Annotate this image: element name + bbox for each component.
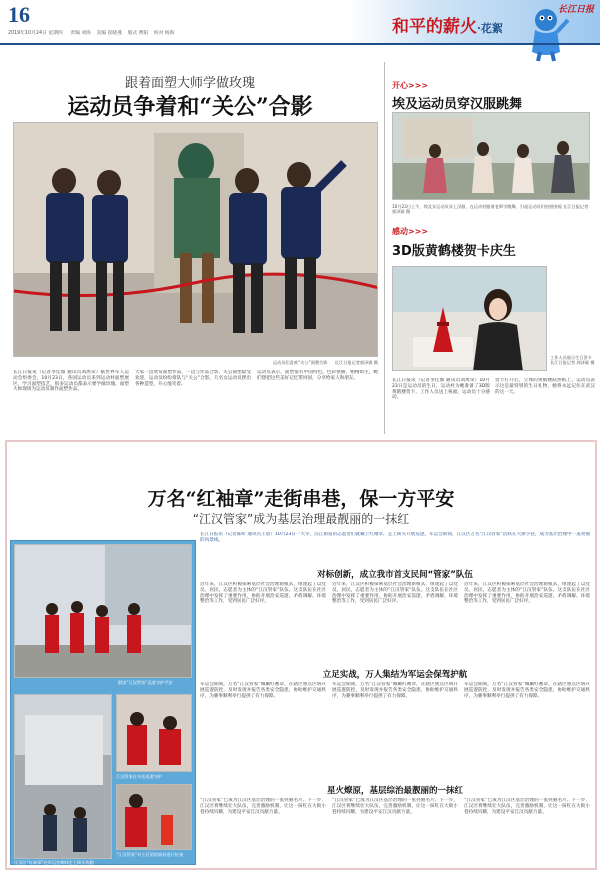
hanfu-dance-photo: [392, 112, 590, 200]
column-title: 和平的薪火·花絮: [392, 17, 503, 37]
section-body-3c: “江汉管家”已成为江汉区基层治理的一张亮丽名片。下一步，江汉区将继续壮大队伍，完善激励机制，让这一抹红在大街小巷持续闪耀，为建设平安江汉贡献力量。: [464, 798, 590, 815]
right-mid-body-col-1: 长江日报讯（记者李佳薇 通讯员刘禹荣）10月23日是运动员的生日，运动村为她准备了3D版黄鹤楼贺卡，工作人员送上祝福，运动员十分感动。: [392, 378, 490, 401]
right-top-headline: 埃及运动员穿汉服跳舞: [392, 97, 523, 112]
left-body-col-1: 长江日报讯（记者李佳薇 通讯员刘禹荣）据世界军人运动会组委会，10月23日，各国运动员来到运动村面塑展区，学习面塑技艺，很多运动员都表示要学做玫瑰。面塑大师现场为运动员制作面塑作品。: [13, 370, 129, 393]
bottom-headline: 万名“红袖章”走街串巷，保一方平安: [147, 488, 455, 510]
bottom-lead: 长江日报讯（记者陈昕 通讯员王晨）10月23日一大早，汉江街道的志愿者们就戴上红袖章，走上街头开展巡逻。军运会期间，江汉区万名“江汉管家”活跃在大街小巷，成为基层治理中一道亮丽的风景线。: [200, 532, 590, 543]
header-date-line: 2019年10月24日 星期四 责编 刘海 美编 崔晓燕 版式 曹阳 校对 杨海: [8, 31, 175, 36]
bottom-caption-2: 江汉管家在车站巡逻守护: [116, 774, 163, 779]
section-title-3: 星火燎原，基层综治最靓丽的一抹红: [326, 786, 463, 796]
left-body-col-3: 运动员表示，面塑很有中国特色，色彩艳丽，栩栩如生，她们想把这些美好记忆带回国，分享给家人和朋友。: [257, 370, 378, 381]
right-mid-headline: 3D版黄鹤楼贺卡庆生: [392, 244, 516, 259]
street-patrol-photo: [14, 544, 192, 678]
athletes-photo-image: [14, 123, 378, 357]
right-mid-body-col-2: 贺卡打开后，立体的黄鹤楼跃然纸上，运动员表示这是最特别的生日礼物，她将永远记住在武汉的这一天。: [495, 378, 595, 395]
section-body-2c: 军运会期间，万名“江汉管家”佩戴红袖章，在辖区重点区域开展巡逻防控，及时发现并报告各类安全隐患，协助维护交通秩序，为赛事顺利举行提供了有力保障。: [464, 682, 590, 699]
section-body-1b: 近年来，江汉区积极探索基层社会治理新模式，组建起了以党员、居民、志愿者为主体的“江汉管家”队伍。这支队伍在社区治理中发挥了重要作用，协助开展治安巡逻、矛盾调解、环境整治等工作，受到居民广泛好评。: [332, 582, 458, 605]
page-header: [0, 0, 600, 46]
volunteer-duty-photo: [116, 694, 192, 772]
section-title-1: 对标创新，成立我市首支民间“管家”队伍: [317, 570, 473, 580]
section-body-2a: 军运会期间，万名“江汉管家”佩戴红袖章，在辖区重点区域开展巡逻防控，及时发现并报告各类安全隐患，协助维护交通秩序，为赛事顺利举行提供了有力保障。: [200, 682, 326, 699]
fire-check-photo: [116, 784, 192, 850]
section-body-1c: 近年来，江汉区积极探索基层社会治理新模式，组建起了以党员、居民、志愿者为主体的“江汉管家”队伍。这支队伍在社区治理中发挥了重要作用，协助开展治安巡逻、矛盾调解、环境整治等工作，受到居民广泛好评。: [464, 582, 590, 605]
bottom-caption-3: 江汉区“红袖章”在军运会期间走上街头执勤: [14, 860, 94, 865]
kicker: 跟着面塑大师学做玫瑰: [124, 76, 255, 91]
right-mid-caption: 工作人员展示生日贺卡 长江日报记者 郭泽霖 摄: [550, 355, 595, 365]
bottom-caption-4: “江汉管家”对小区消防器材进行检查: [116, 852, 184, 857]
right-top-caption: 10月23日上午，埃及女运动员穿上汉服，在运动村跟着老师学跳舞，引起运动员们拍照围观 长江日报记者郭泽霖 摄: [392, 204, 589, 214]
athletes-photo: [13, 122, 378, 357]
station-patrol-photo: [14, 694, 112, 859]
section-body-2b: 军运会期间，万名“江汉管家”佩戴红袖章，在辖区重点区域开展巡逻防控，及时发现并报告各类安全隐患，协助维护交通秩序，为赛事顺利举行提供了有力保障。: [332, 682, 458, 699]
left-photo-caption: 运动员们喜欢“关公”面塑合影 长江日报记者郭泽霖 摄: [272, 360, 378, 365]
left-headline: 运动员争着和“关公”合影: [67, 94, 313, 120]
section-title-2: 立足实战，万人集结为军运会保驾护航: [322, 670, 468, 680]
bottom-caption-1: 群团“江汉管家”巡逻守护平安: [118, 680, 173, 685]
left-body-col-2: 大家一边欣赏面塑作品，一边与作品合影，关公面塑最受欢迎，运动员纷纷排队与“关公”合影。几名女运动员摆出各种造型，开心地笑着。: [135, 370, 251, 387]
bottom-subhead: “江汉管家”成为基层治理最靓丽的一抹红: [192, 512, 410, 526]
paper-name-logo: 长江日报: [558, 5, 595, 15]
right-mid-label: 感动>>>: [392, 227, 429, 236]
birthday-card-photo: [392, 266, 547, 371]
page-number: 16: [8, 2, 30, 27]
section-body-3a: “江汉管家”已成为江汉区基层治理的一张亮丽名片。下一步，江汉区将继续壮大队伍，完善激励机制，让这一抹红在大街小巷持续闪耀，为建设平安江汉贡献力量。: [200, 798, 326, 815]
mascot-icon: [522, 6, 570, 62]
section-body-1a: 近年来，江汉区积极探索基层社会治理新模式，组建起了以党员、居民、志愿者为主体的“江汉管家”队伍。这支队伍在社区治理中发挥了重要作用，协助开展治安巡逻、矛盾调解、环境整治等工作，受到居民广泛好评。: [200, 582, 326, 605]
section-body-3b: “江汉管家”已成为江汉区基层治理的一张亮丽名片。下一步，江汉区将继续壮大队伍，完善激励机制，让这一抹红在大街小巷持续闪耀，为建设平安江汉贡献力量。: [332, 798, 458, 815]
right-top-label: 开心>>>: [392, 81, 429, 90]
